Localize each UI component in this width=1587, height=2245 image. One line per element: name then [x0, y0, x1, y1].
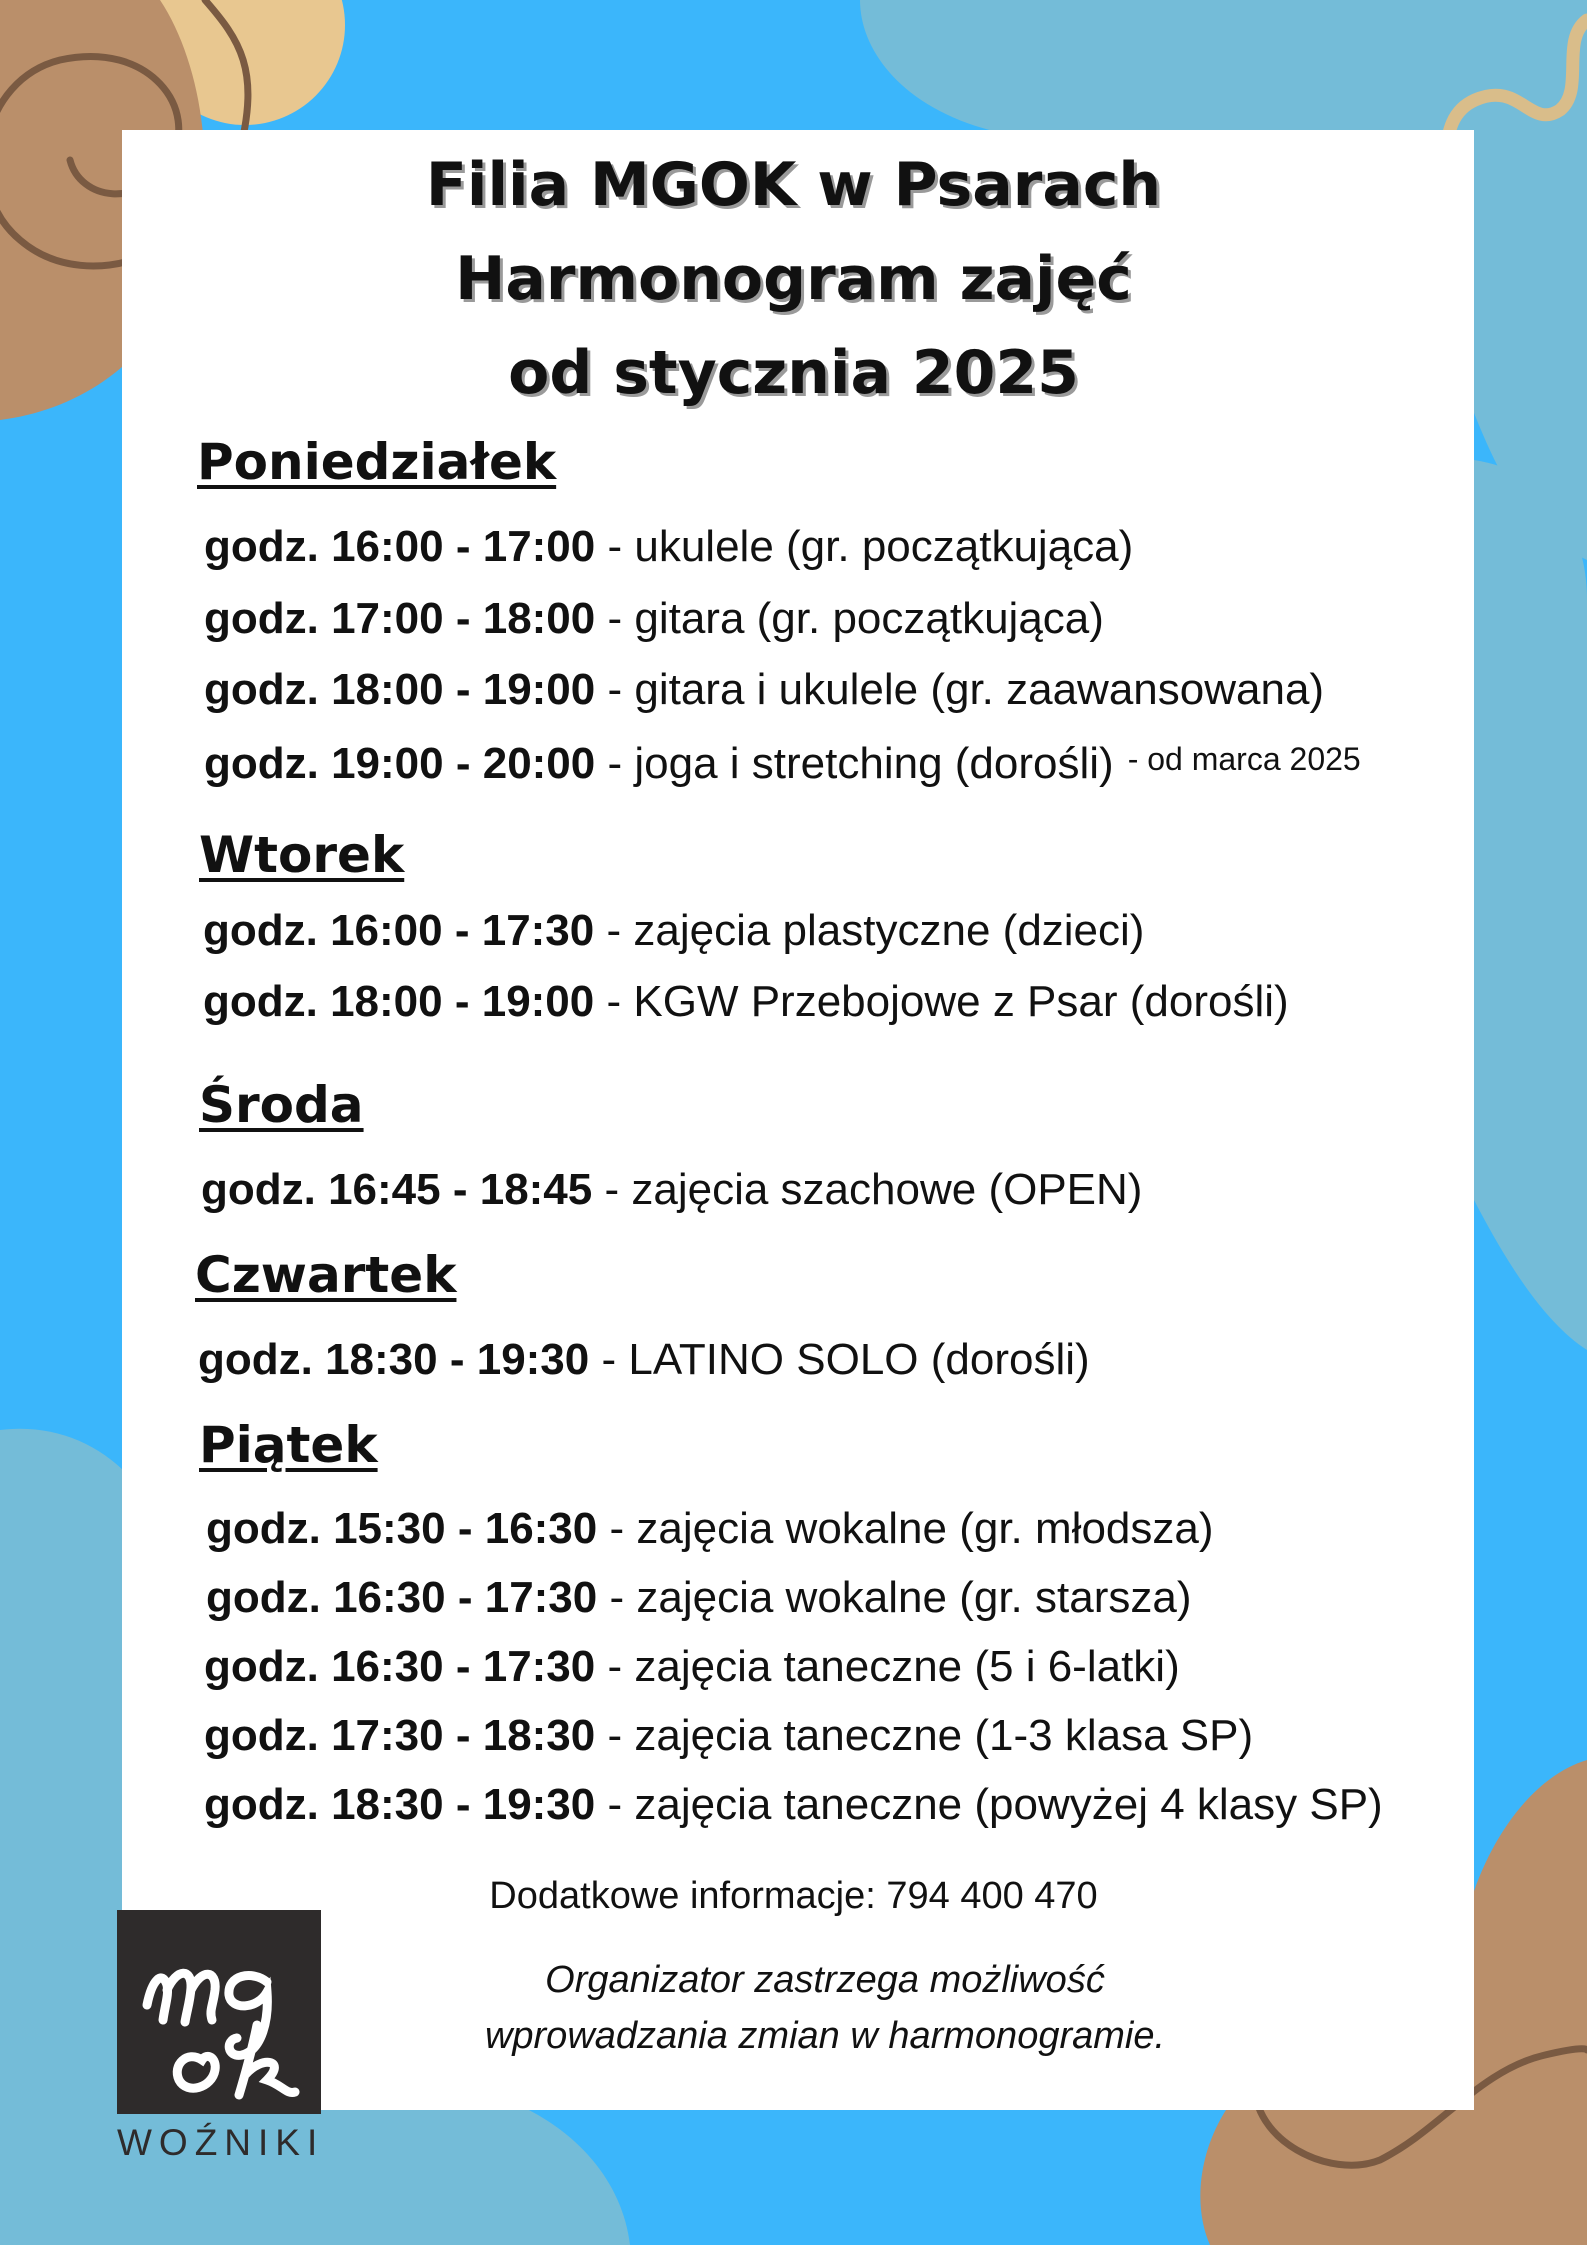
disclaimer: [400, 1952, 1250, 2064]
schedule-row: [203, 906, 1145, 955]
page-title: [0, 138, 1587, 420]
schedule-time: godz. 18:00 - 19:00: [204, 665, 596, 714]
schedule-activity: - joga i stretching (dorośli): [595, 739, 1114, 788]
schedule-row: [204, 739, 1361, 788]
schedule-time: godz. 15:30 - 16:30: [206, 1504, 598, 1553]
schedule-time: godz. 16:30 - 17:30: [204, 1642, 596, 1691]
schedule-activity: - gitara (gr. początkująca): [595, 594, 1104, 643]
schedule-time: godz. 18:00 - 19:00: [203, 977, 595, 1026]
schedule-activity: - zajęcia taneczne (powyżej 4 klasy SP): [595, 1780, 1383, 1829]
schedule-activity: - zajęcia taneczne (5 i 6-latki): [595, 1642, 1180, 1691]
schedule-row: [206, 1504, 1214, 1553]
schedule-time: godz. 17:00 - 18:00: [204, 594, 596, 643]
schedule-activity: - ukulele (gr. początkująca): [595, 522, 1134, 571]
schedule-activity: - zajęcia plastyczne (dzieci): [594, 906, 1145, 955]
schedule-row: [204, 522, 1134, 571]
title-line-1: Filia MGOK w Psarach: [425, 150, 1162, 220]
schedule-activity: - gitara i ukulele (gr. zaawansowana): [595, 665, 1325, 714]
schedule-row: [206, 1573, 1192, 1622]
title-line-3: od stycznia 2025: [508, 338, 1079, 408]
schedule-time: godz. 16:45 - 18:45: [201, 1165, 593, 1214]
schedule-row: [201, 1165, 1143, 1214]
schedule-activity: - KGW Przebojowe z Psar (dorośli): [594, 977, 1289, 1026]
logo-caption: WOŹNIKI: [117, 2122, 325, 2163]
schedule-row: [204, 665, 1325, 714]
schedule-row: [198, 1335, 1090, 1384]
schedule-time: godz. 18:30 - 19:30: [204, 1780, 596, 1829]
schedule-row: [204, 594, 1104, 643]
title-line-2: Harmonogram zajęć: [455, 244, 1132, 314]
disclaimer-line-2: wprowadzania zmian w harmonogramie.: [484, 2015, 1166, 2057]
schedule-time: godz. 18:30 - 19:30: [198, 1335, 590, 1384]
disclaimer-line-1: Organizator zastrzega możliwość: [545, 1959, 1105, 2001]
schedule-time: godz. 16:30 - 17:30: [206, 1573, 598, 1622]
schedule-activity: - LATINO SOLO (dorośli): [589, 1335, 1090, 1384]
schedule-row: [204, 1642, 1180, 1691]
schedule-time: godz. 17:30 - 18:30: [204, 1711, 596, 1760]
schedule-activity: - zajęcia wokalne (gr. młodsza): [597, 1504, 1214, 1553]
schedule-activity: - zajęcia szachowe (OPEN): [592, 1165, 1143, 1214]
right-blob: [1474, 460, 1587, 1350]
schedule-time: godz. 19:00 - 20:00: [204, 739, 596, 788]
day-heading-thursday: Czwartek: [195, 1246, 457, 1304]
contact-info: Dodatkowe informacje: 794 400 470: [489, 1875, 1098, 1917]
schedule-note: - od marca 2025: [1127, 741, 1361, 777]
schedule-time: godz. 16:00 - 17:30: [203, 906, 595, 955]
schedule-activity: - zajęcia taneczne (1-3 klasa SP): [595, 1711, 1254, 1760]
day-heading-friday: Piątek: [199, 1416, 378, 1474]
schedule-row: [203, 977, 1289, 1026]
day-heading-monday: Poniedziałek: [197, 433, 557, 491]
mgok-logo: [117, 1910, 321, 2114]
schedule-activity: - zajęcia wokalne (gr. starsza): [597, 1573, 1192, 1622]
day-heading-tuesday: Wtorek: [199, 826, 405, 884]
mgok-logo-mark: [117, 1910, 321, 2114]
day-heading-wednesday: Środa: [199, 1076, 364, 1134]
schedule-row: [204, 1780, 1383, 1829]
schedule-row: [204, 1711, 1254, 1760]
schedule-time: godz. 16:00 - 17:00: [204, 522, 596, 571]
